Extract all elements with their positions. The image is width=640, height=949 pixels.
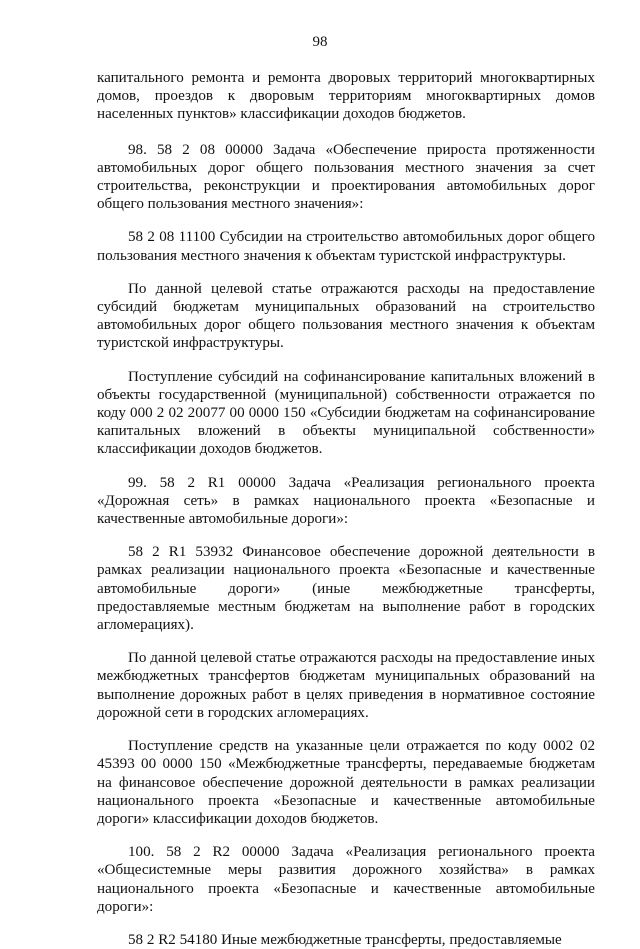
- paragraph-continuation: капитального ремонта и ремонта дворовых территорий многоквартирных домов, проездов к дворовым территориям многоквартирных домов населенных пунктов» классификации доходов бюджетов.: [97, 70, 595, 123]
- paragraph-expenses-description-1: По данной целевой статье отражаются расходы на предоставление субсидий бюджетам муниципальных образований на строительство автомобильных дорог общего пользования местного значения к объектам туристской инфраструктуры.: [97, 280, 595, 352]
- paragraph-expenses-description-2: По данной целевой статье отражаются расходы на предоставление иных межбюджетных трансфертов бюджетам муниципальных образований на выполнение дорожных работ в целях приведения в нормативное состояние дорожной сети в городских агломерациях.: [97, 650, 595, 721]
- paragraph-revenue-code-1: Поступление субсидий на софинансирование капитальных вложений в объекты государственной (муниципальной) собственности отражается по коду 000 2 02 20077 00 0000 150 «Субсидии бюджетам на софинансирование капитальных вложений в объекты муниципальной собственности» классификации доходов бюджетов.: [97, 368, 595, 458]
- paragraph-target-article-58-2-08-11100: 58 2 08 11100 Субсидии на строительство автомобильных дорог общего пользования местного значения к объектам туристской инфраструктуры.: [97, 229, 595, 264]
- paragraph-item-98-heading: 98. 58 2 08 00000 Задача «Обеспечение прироста протяженности автомобильных дорог общего пользования местного значения за счет строительства, реконструкции и проектирования автомобильных дорог общего пользования местного значения»:: [97, 141, 595, 213]
- document-body: [97, 69, 595, 949]
- paragraph-target-article-58-2-r2-54180: 58 2 R2 54180 Иные межбюджетные трансферты, предоставляемые: [128, 931, 562, 948]
- paragraph-item-100-heading: 100. 58 2 R2 00000 Задача «Реализация регионального проекта «Общесистемные меры развития дорожного хозяйства» в рамках национального проекта «Безопасные и качественные автомобильные дороги»:: [97, 844, 595, 915]
- page-number: 98: [312, 34, 328, 50]
- paragraph-item-99-heading: 99. 58 2 R1 00000 Задача «Реализация регионального проекта «Дорожная сеть» в рамках национального проекта «Безопасные и качественные автомобильные дороги»:: [97, 474, 595, 528]
- paragraph-target-article-58-2-r1-53932: 58 2 R1 53932 Финансовое обеспечение дорожной деятельности в рамках реализации национального проекта «Безопасные и качественные автомобильные дороги» (иные межбюджетные трансферты, предоставляемые местным бюджетам на выполнение работ в городских агломерациях).: [97, 544, 595, 634]
- paragraph-revenue-code-2: Поступление средств на указанные цели отражается по коду 0002 02 45393 00 0000 150 «Межбюджетные трансферты, передаваемые бюджетам на финансовое обеспечение дорожной деятельности в рамках реализации национального проекта «Безопасные и качественные автомобильные дороги» классификации доходов бюджетов.: [97, 738, 595, 827]
